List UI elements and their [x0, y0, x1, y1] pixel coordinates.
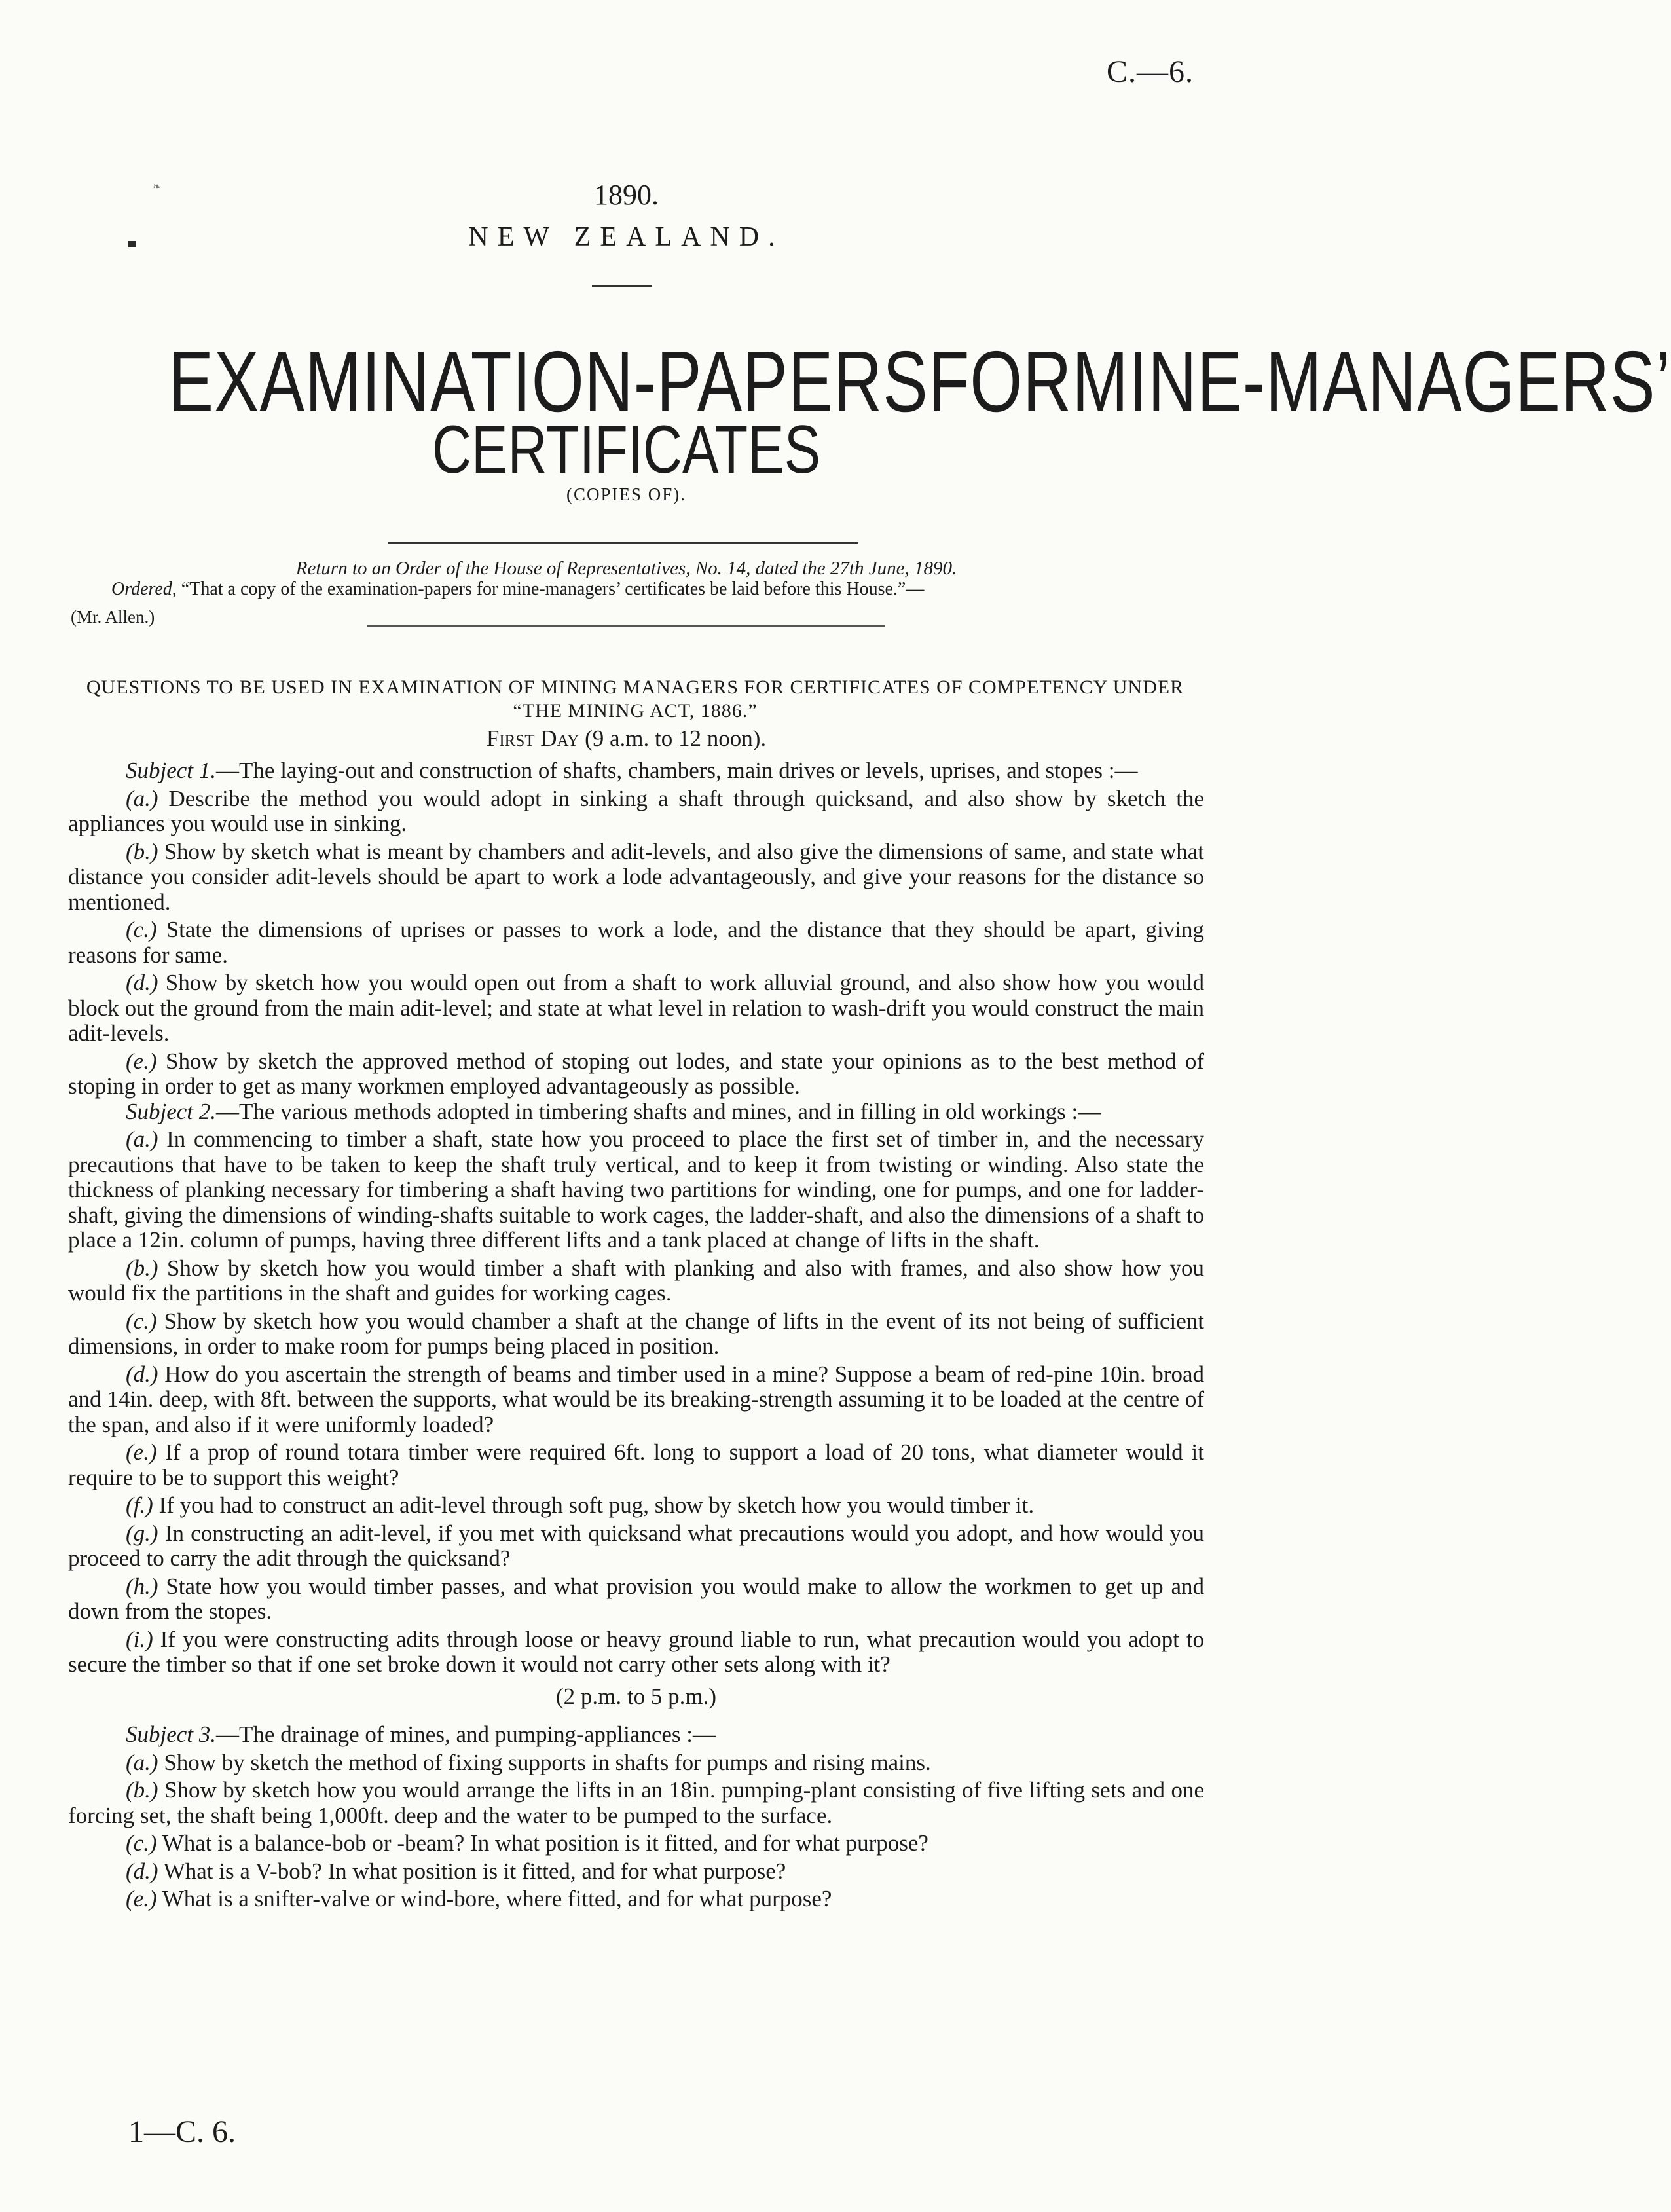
item-label: (e.): [126, 1886, 157, 1911]
item-label: (d.): [126, 1361, 158, 1387]
question-item: [68, 1859, 1204, 1885]
mover: (Mr. Allen.): [71, 607, 155, 627]
ordered-text: “That a copy of the examination-papers for mine-managers’ certificates be laid before this House.”—: [181, 579, 925, 599]
question-item: [68, 1493, 1204, 1519]
item-label: (a.): [126, 1126, 158, 1152]
item-label: (b.): [126, 1255, 158, 1281]
item-text: Show by sketch how you would arrange the lifts in an 18in. pumping-plant consisting of five lifting sets and one forcing set, the shaft being 1,000ft. deep and the water to be pumped to the surface.: [68, 1777, 1205, 1828]
page-reference: C.—6.: [1106, 54, 1194, 89]
item-label: (e.): [126, 1439, 157, 1465]
subject-1-text: —The laying-out and construction of shafts, chambers, main drives or levels, uprises, and stopes :—: [216, 758, 1138, 783]
item-text: If you had to construct an adit-level through soft pug, show by sketch how you would timber it.: [158, 1492, 1035, 1518]
question-item: [68, 1362, 1204, 1438]
question-item: [68, 839, 1204, 915]
questions-body: [68, 758, 1204, 1912]
questions-heading: QUESTIONS TO BE USED IN EXAMINATION OF MINING MANAGERS FOR CERTIFICATES OF COMPETENCY UNDER “THE MINING ACT, 1886.”: [86, 676, 1184, 722]
day-line: [0, 726, 1253, 752]
item-label: (d.): [126, 1858, 158, 1884]
title-word-2: FOR: [928, 333, 1073, 430]
question-item: [68, 1831, 1204, 1856]
question-item: [68, 1627, 1204, 1678]
item-text: If a prop of round totara timber were required 6ft. long to support a load of 20 tons, what diameter would it require to be to support this weight?: [68, 1439, 1204, 1490]
question-item: [68, 1887, 1204, 1912]
question-item: [68, 1049, 1204, 1099]
subject-3-intro: [68, 1722, 1204, 1748]
subject-1-intro: [68, 758, 1204, 784]
item-label: (i.): [126, 1626, 153, 1652]
question-item: [68, 1750, 1204, 1776]
year: 1890.: [594, 179, 659, 211]
subject-3-text: —The drainage of mines, and pumping-appliances :—: [216, 1722, 716, 1747]
subject-2-text: —The various methods adopted in timbering shafts and mines, and in filling in old workings :—: [216, 1098, 1101, 1124]
item-label: (f.): [126, 1492, 153, 1518]
question-item: [68, 1440, 1204, 1490]
divider-long: [388, 542, 858, 544]
country: NEW ZEALAND.: [468, 222, 784, 252]
divider-mid: [367, 625, 885, 627]
question-item: [68, 1778, 1204, 1828]
print-speck: ❧: [153, 181, 162, 193]
subject-2-intro: [68, 1099, 1204, 1125]
return-order-line: Return to an Order of the House of Representatives, No. 14, dated the 27th June, 1890.: [295, 558, 957, 579]
question-item: [68, 786, 1204, 837]
item-label: (c.): [126, 1830, 157, 1856]
question-item: [68, 1521, 1204, 1572]
item-text: Show by sketch the approved method of stoping out lodes, and state your opinions as to the best method of stoping in order to get as many workmen employed advantageously as possible.: [68, 1048, 1204, 1099]
item-text: How do you ascertain the strength of beams and timber used in a mine? Suppose a beam of red-pine 10in. broad and 14in. deep, with 8ft. between the supports, what would be its breaking-strength assuming it to be loaded at the centre of the span, and also if it were uniformly loaded?: [68, 1361, 1205, 1437]
item-text: Show by sketch how you would open out from a shaft to work alluvial ground, and also show how you would block out the ground from the main adit-level; and state at what level in relation to wash-drift you would construct the main adit-levels.: [68, 970, 1204, 1046]
item-label: (g.): [126, 1520, 158, 1546]
afternoon-time: (2 p.m. to 5 p.m.): [556, 1683, 716, 1709]
title-line-2: CERTIFICATES: [432, 412, 821, 488]
item-text: State the dimensions of uprises or passes to work a lode, and the distance that they should be apart, giving reasons for same.: [68, 917, 1204, 968]
item-label: (b.): [126, 1777, 158, 1803]
item-text: Show by sketch the method of fixing supports in shafts for pumps and rising mains.: [164, 1749, 931, 1775]
question-item: [68, 1309, 1204, 1359]
item-label: (c.): [126, 917, 157, 942]
question-item: [68, 970, 1204, 1046]
item-label: (h.): [126, 1573, 158, 1599]
question-item: [68, 917, 1204, 968]
item-text: In constructing an adit-level, if you met with quicksand what precautions would you adopt, and how would you proceed to carry the adit through the quicksand?: [68, 1520, 1205, 1571]
subject-2-label: Subject 2.: [126, 1098, 217, 1124]
day-label: First Day: [486, 726, 579, 751]
item-text: Describe the method you would adopt in sinking a shaft through quicksand, and also show by sketch the appliances you would use in sinking.: [68, 785, 1204, 836]
sheet-reference: 1—C. 6.: [128, 2114, 236, 2149]
title-word-3: MINE-MANAGERS’: [1072, 333, 1671, 430]
item-label: (b.): [126, 838, 158, 864]
divider-short: [592, 285, 652, 287]
item-text: What is a V-bob? In what position is it fitted, and for what purpose?: [163, 1858, 786, 1884]
item-text: Show by sketch what is meant by chambers and adit-levels, and also give the dimensions of same, and state what distance you consider adit-levels should be apart to work a lode advantageously, and give your reasons for the distance so mentioned.: [68, 838, 1204, 915]
question-item: [68, 1574, 1204, 1625]
subtitle: (COPIES OF).: [566, 485, 687, 504]
ordered-label: Ordered,: [111, 579, 177, 599]
item-label: (a.): [126, 785, 158, 811]
subject-1-label: Subject 1.: [126, 758, 217, 783]
item-text: If you were constructing adits through loose or heavy ground liable to run, what precaution would you adopt to secure the timber so that if one set broke down it would not carry other sets along with it?: [68, 1626, 1204, 1677]
question-item: [68, 1256, 1204, 1306]
item-text: Show by sketch how you would timber a shaft with planking and also with frames, and also show how you would fix the partitions in the shaft and guides for working cages.: [68, 1255, 1204, 1306]
ordered-line: [111, 579, 1202, 600]
item-text: What is a snifter-valve or wind-bore, where fitted, and for what purpose?: [162, 1886, 832, 1911]
question-item: [68, 1127, 1204, 1253]
day-time: (9 a.m. to 12 noon).: [585, 726, 767, 751]
item-label: (a.): [126, 1749, 158, 1775]
item-text: Show by sketch how you would chamber a shaft at the change of lifts in the event of its not being of sufficient dimensions, in order to make room for pumps being placed in position.: [68, 1308, 1204, 1359]
item-label: (d.): [126, 970, 158, 995]
title-word-1: EXAMINATION-PAPERS: [168, 333, 928, 430]
item-text: What is a balance-bob or -beam? In what position is it fitted, and for what purpose?: [162, 1830, 928, 1856]
subject-3-label: Subject 3.: [126, 1722, 217, 1747]
item-text: State how you would timber passes, and what provision you would make to allow the workmen to get up and down from the stopes.: [68, 1573, 1204, 1624]
item-label: (e.): [126, 1048, 157, 1074]
item-label: (c.): [126, 1308, 157, 1334]
item-text: In commencing to timber a shaft, state how you proceed to place the first set of timber in, and the necessary precautions that have to be taken to keep the shaft truly vertical, and to keep it from twisting or winding. Also state the thickness of planking necessary for timbering a shaft having two partitions for winding, one for pumps, and one for ladder-shaft, giving the dimensions of winding-shafts suitable to work cages, the ladder-shaft, and also the dimensions of a shaft to place a 12in. column of pumps, having three different lifts and a tank placed at change of lifts in the shaft.: [68, 1126, 1204, 1253]
